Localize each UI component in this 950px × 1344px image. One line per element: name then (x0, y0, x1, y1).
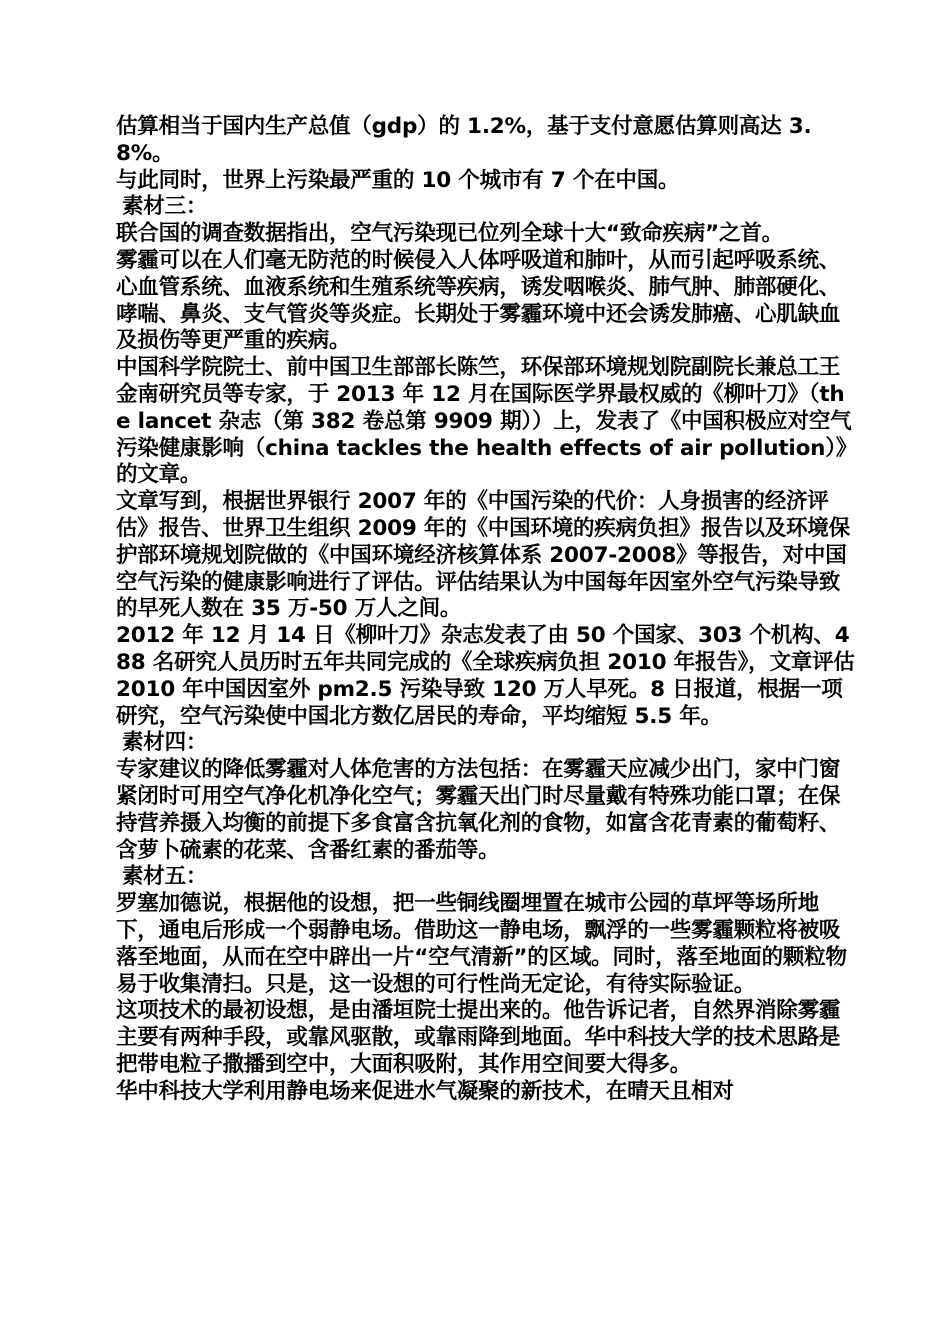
document-page (116, 114, 856, 1105)
section-heading-material-3: 素材三： (122, 194, 208, 220)
section-heading-material-4: 素材四： (122, 730, 208, 756)
paragraph-expert-advice: 专家建议的降低雾霾对人体危害的方法包括：在雾霾天应减少出门，家中门窗紧闭时可用空气净化机净化空气；雾霾天出门时尽量戴有特殊功能口罩；在保持营养摄入均衡的前提下多食富含抗氧化剂的食物，如富含花青素的葡萄籽、含萝卜硫素的花菜、含番红素的番茄等。 (116, 757, 841, 863)
paragraph-polluted-cities: 与此同时，世界上污染最严重的 10 个城市有 7 个在中国。 (116, 167, 680, 193)
paragraph-hust-technology: 华中科技大学利用静电场来促进水气凝聚的新技术，在晴天且相对 (116, 1078, 734, 1104)
paragraph-health-assessment: 文章写到，根据世界银行 2007 年的《中国污染的代价：人身损害的经济评估》报告、世界卫生组织 2009 年的《中国环境的疾病负担》报告以及环境保护部环境规划院做的《中国环境经济核算体系 2007-2008》等报告，对中国空气污染的健康影响进行了评估。评估结果认为中国每年因室外空气污染导致的早死人数在 35 万-50 万人之间。 (116, 489, 850, 622)
paragraph-electrostatic-field: 罗塞加德说，根据他的设想，把一些铜线圈埋置在城市公园的草坪等场所地下，通电后形成一个弱静电场。借助这一静电场，飘浮的一些雾霾颗粒将被吸落至地面，从而在空中辟出一片“空气清新”的区域。同时，落至地面的颗粒物易于收集清扫。只是，这一设想的可行性尚无定论，有待实际验证。 (116, 891, 847, 997)
paragraph-technology-origin: 这项技术的最初设想，是由潘垣院士提出来的。他告诉记者，自然界消除雾霾主要有两种手段，或靠风驱散，或靠雨降到地面。华中科技大学的技术思路是把带电粒子撒播到空中，大面积吸附，其作用空间要大得多。 (116, 998, 841, 1077)
paragraph-un-survey: 联合国的调查数据指出，空气污染现已位列全球十大“致命疾病”之首。 (116, 221, 783, 247)
paragraph-haze-diseases: 雾霾可以在人们毫无防范的时候侵入人体呼吸道和肺叶，从而引起呼吸系统、心血管系统、血液系统和生殖系统等疾病，诱发咽喉炎、肺气肿、肺部硬化、哮喘、鼻炎、支气管炎等炎症。长期处于雾霾环境中还会诱发肺癌、心肌缺血及损伤等更严重的疾病。 (116, 247, 841, 354)
paragraph-cost-estimate: 估算相当于国内生产总值（gdp）的 1.2%，基于支付意愿估算则高达 3.8%。 (116, 114, 812, 166)
section-heading-material-5: 素材五： (122, 864, 208, 890)
paragraph-global-burden: 2012 年 12 月 14 日《柳叶刀》杂志发表了由 50 个国家、303 个机构、488 名研究人员历时五年共同完成的《全球疾病负担 2010 年报告》，文章评估 2010 年中国因室外 pm2.5 污染导致 120 万人早死。8 日报道，根据一项研究，空气污染使中国北方数亿居民的寿命，平均缩短 5.5 年。 (116, 623, 855, 729)
paragraph-lancet-article: 中国科学院院士、前中国卫生部部长陈竺，环保部环境规划院副院长兼总工王金南研究员等专家，于 2013 年 12 月在国际医学界最权威的《柳叶刀》（the lancet 杂志（第 382 卷总第 9909 期））上，发表了《中国积极应对空气污染健康影响（china tackles the health effects of air pollution）》的文章。 (116, 355, 852, 488)
